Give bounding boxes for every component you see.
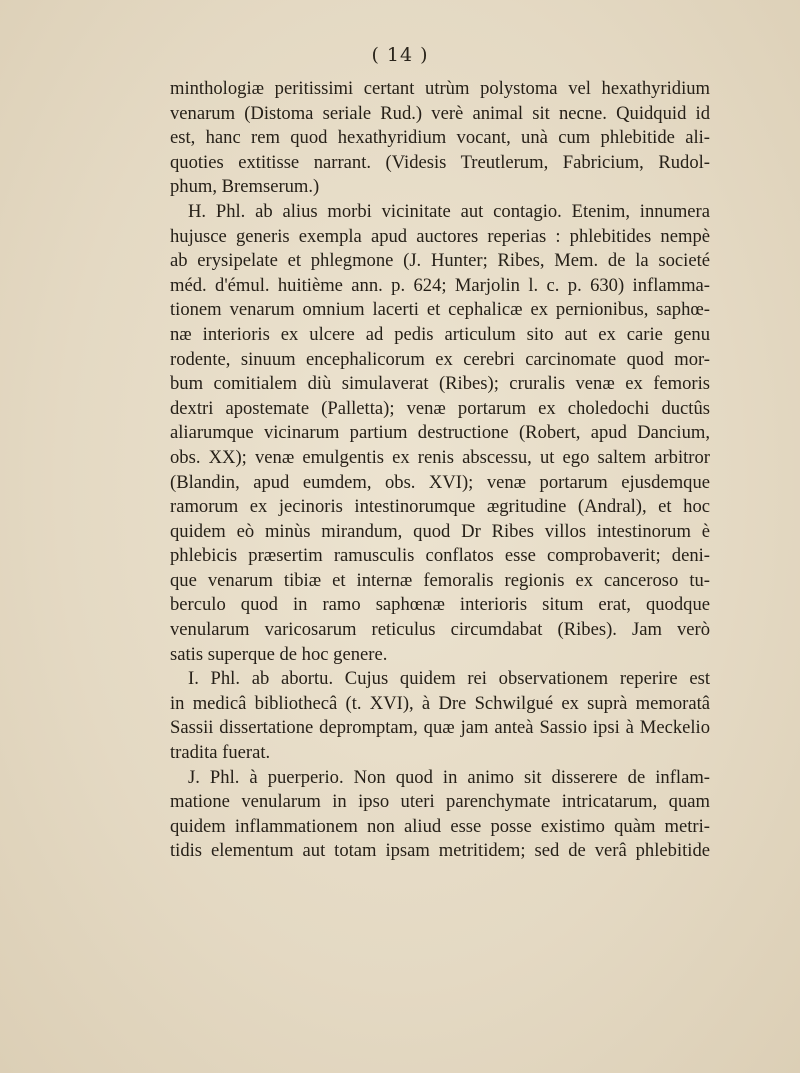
- page-number: ( 14 ): [371, 44, 429, 66]
- text-line: tionem venarum omnium lacerti et cephalicæ ex pernionibus, saphœ-: [170, 299, 710, 321]
- text-line: minthologiæ peritissimi certant utrùm polystoma vel hexathyridium: [170, 78, 710, 99]
- text-line: dextri apostemate (Palletta); venæ portarum ex choledochi ductûs: [170, 397, 710, 419]
- text-line: méd. d'émul. huitième ann. p. 624; Marjolin l. c. p. 630) inflamma-: [170, 274, 710, 296]
- text-line: (Blandin, apud eumdem, obs. XVI); venæ portarum ejusdemque: [170, 471, 710, 493]
- text-line: ab erysipelate et phlegmone (J. Hunter; Ribes, Mem. de la societé: [170, 250, 710, 272]
- text-line: que venarum tibiæ et internæ femoralis regionis ex canceroso tu-: [170, 569, 710, 591]
- text-line: tidis elementum aut totam ipsam metritidem; sed de verâ phlebitide: [170, 840, 710, 862]
- text-line: Sassii dissertatione depromptam, quæ jam anteà Sassio ipsi à Meckelio: [170, 717, 710, 739]
- text-line: in medicâ bibliothecâ (t. XVI), à Dre Schwilgué ex suprà memoratâ: [170, 692, 710, 714]
- text-line: quidem eò minùs mirandum, quod Dr Ribes villos intestinorum è: [170, 520, 710, 542]
- body-text: [170, 77, 710, 864]
- text-line: I. Phl. ab abortu. Cujus quidem rei observationem reperire est: [188, 668, 710, 690]
- text-line: quidem inflammationem non aliud esse posse existimo quàm metri-: [170, 815, 710, 837]
- text-line: phum, Bremserum.): [170, 176, 320, 198]
- text-line: venularum varicosarum reticulus circumdabat (Ribes). Jam verò: [170, 619, 710, 641]
- text-line: næ interioris ex ulcere ad pedis articulum sito aut ex carie genu: [170, 323, 710, 345]
- text-line: berculo quod in ramo saphœnæ interioris situm erat, quodque: [170, 594, 710, 616]
- text-line: satis superque de hoc genere.: [170, 643, 388, 665]
- text-line: bum comitialem diù simulaverat (Ribes); cruralis venæ ex femoris: [170, 373, 710, 395]
- text-line: aliarumque vicinarum partium destructione (Robert, apud Dancium,: [170, 422, 710, 444]
- text-line: tradita fuerat.: [170, 742, 271, 764]
- text-line: matione venularum in ipso uteri parenchymate intricatarum, quam: [170, 791, 710, 813]
- text-line: ramorum ex jecinoris intestinorumque ægritudine (Andral), et hoc: [170, 496, 710, 518]
- text-line: rodente, sinuum encephalicorum ex cerebri carcinomate quod mor-: [170, 348, 710, 370]
- text-line: est, hanc rem quod hexathyridium vocant, unà cum phlebitide ali-: [170, 127, 710, 149]
- text-line: phlebicis præsertim ramusculis conflatos esse comprobaverit; deni-: [170, 545, 710, 567]
- text-line: hujusce generis exempla apud auctores reperias : phlebitides nempè: [170, 225, 710, 247]
- text-line: obs. XX); venæ emulgentis ex renis abscessu, ut ego saltem arbitror: [170, 446, 710, 468]
- text-line: J. Phl. à puerperio. Non quod in animo sit disserere de inflam-: [188, 766, 710, 788]
- text-line: venarum (Distoma seriale Rud.) verè animal sit necne. Quidquid id: [170, 102, 710, 124]
- text-line: H. Phl. ab alius morbi vicinitate aut contagio. Etenim, innumera: [188, 200, 710, 222]
- text-line: quoties extitisse narrant. (Videsis Treutlerum, Fabricium, Rudol-: [170, 151, 710, 173]
